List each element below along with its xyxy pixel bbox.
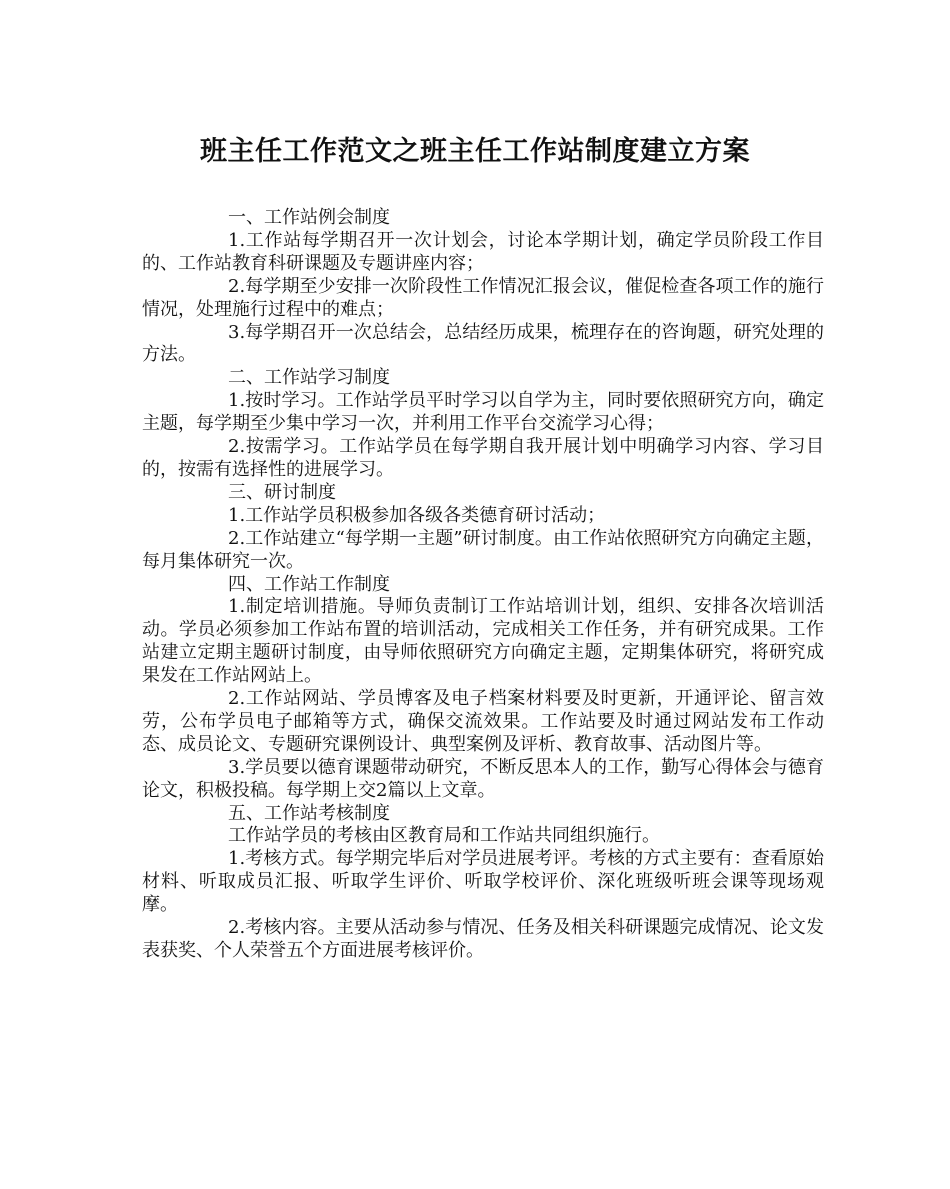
paragraph: 1.考核方式。每学期完毕后对学员进展考评。考核的方式主要有：查看原始材料、听取成员汇报、听取学生评价、听取学校评价、深化班级听班会课等现场观摩。 [142, 848, 824, 916]
section-heading-3: 三、研讨制度 [228, 481, 336, 503]
paragraph: 工作站学员的考核由区教育局和工作站共同组织施行。 [228, 825, 660, 847]
paragraph: 1.工作站每学期召开一次计划会，讨论本学期计划，确定学员阶段工作目的、工作站教育科研课题及专题讲座内容； [142, 229, 824, 274]
section-heading-1: 一、工作站例会制度 [228, 207, 390, 228]
paragraph: 1.制定培训措施。导师负责制订工作站培训计划，组织、安排各次培训活动。学员必须参加工作站布置的培训活动，完成相关工作任务，并有研究成果。工作站建立定期主题研讨制度，由导师依照研究方向确定主题，定期集体研究，将研究成果发在工作站网站上。 [142, 596, 824, 687]
paragraph: 2.工作站网站、学员博客及电子档案材料要及时更新，开通评论、留言效劳，公布学员电子邮箱等方式，确保交流效果。工作站要及时通过网站发布工作动态、成员论文、专题研究课例设计、典型案例及评析、教育故事、活动图片等。 [142, 688, 824, 755]
document-title: 班主任工作范文之班主任工作站制度建立方案 [200, 136, 750, 167]
paragraph: 3.每学期召开一次总结会，总结经历成果，梳理存在的咨询题，研究处理的方法。 [142, 321, 824, 366]
paragraph: 3.学员要以德育课题带动研究，不断反思本人的工作，勤写心得体会与德育论文，积极投稿。每学期上交2篇以上文章。 [142, 756, 824, 801]
section-heading-4: 四、工作站工作制度 [228, 573, 390, 595]
paragraph: 1.工作站学员积极参加各级各类德育研讨活动； [228, 504, 606, 526]
paragraph: 2.按需学习。工作站学员在每学期自我开展计划中明确学习内容、学习目的，按需有选择性的进展学习。 [142, 436, 824, 480]
document-body [142, 207, 824, 963]
paragraph: 1.按时学习。工作站学员平时学习以自学为主，同时要依照研究方向，确定主题，每学期至少集中学习一次，并利用工作平台交流学习心得； [142, 390, 824, 435]
paragraph: 2.每学期至少安排一次阶段性工作情况汇报会议，催促检查各项工作的施行情况，处理施行过程中的难点； [142, 275, 824, 320]
section-heading-5: 五、工作站考核制度 [228, 802, 390, 824]
paragraph: 2.工作站建立“每学期一主题”研讨制度。由工作站依照研究方向确定主题，每月集体研究一次。 [142, 527, 824, 572]
section-heading-2: 二、工作站学习制度 [228, 367, 390, 389]
paragraph: 2.考核内容。主要从活动参与情况、任务及相关科研课题完成情况、论文发表获奖、个人荣誉五个方面进展考核评价。 [142, 917, 824, 961]
